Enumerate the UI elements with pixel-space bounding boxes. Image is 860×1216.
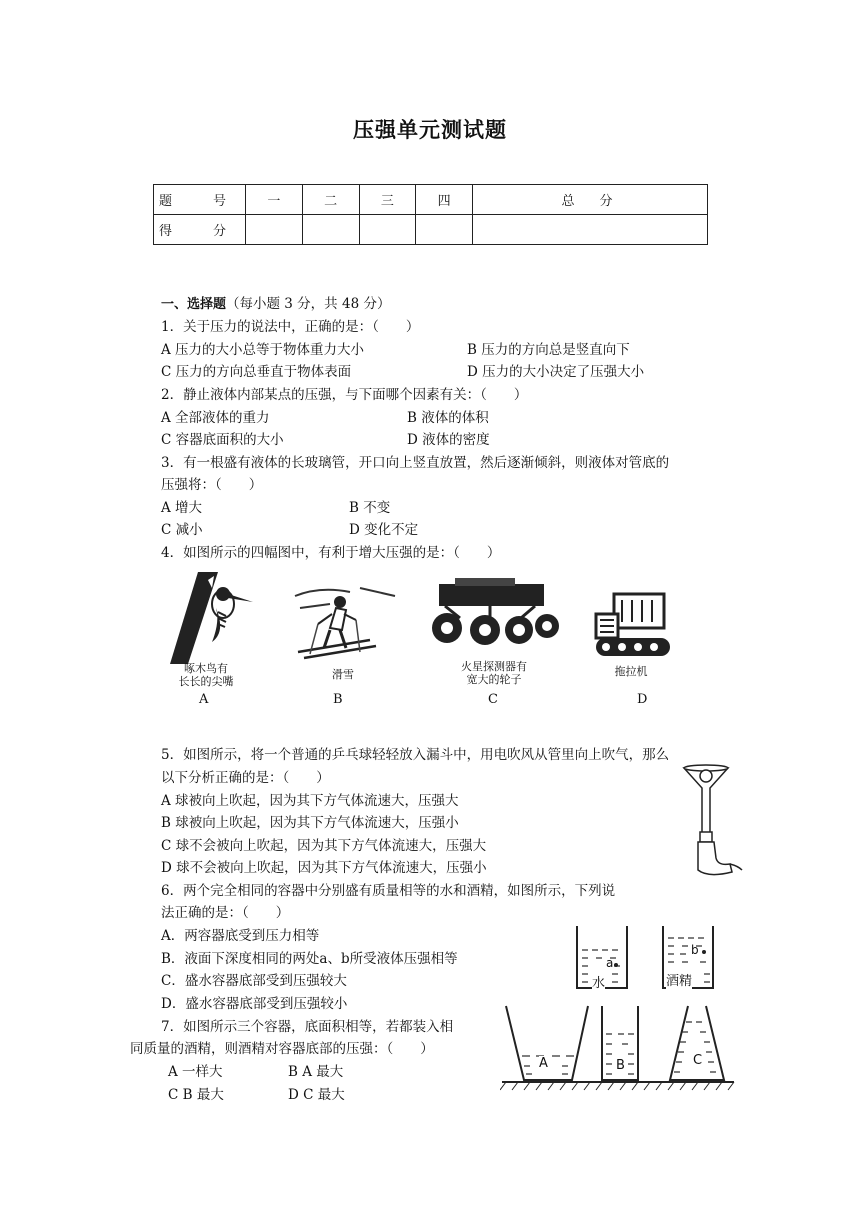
- option[interactable]: B A 最大: [288, 1064, 344, 1080]
- question-stem-cont: 以下分析正确的是：（ ）: [161, 770, 330, 786]
- option[interactable]: D 液体的密度: [407, 432, 490, 448]
- option[interactable]: C B 最大: [168, 1087, 224, 1103]
- option[interactable]: D 变化不定: [349, 522, 419, 538]
- question-stem-cont: 同质量的酒精，则酒精对容器底部的压强：（ ）: [130, 1041, 434, 1057]
- figure-label: B: [333, 692, 343, 707]
- question-stem: 2．静止液体内部某点的压强，与下面哪个因素有关：（ ）: [161, 387, 528, 403]
- point-label-a: a: [606, 956, 614, 970]
- mars-rover-figure: [425, 578, 560, 658]
- tractor-figure: [592, 592, 672, 664]
- table-row: [154, 215, 708, 245]
- option[interactable]: B 不变: [349, 500, 391, 516]
- container-label-a: A: [539, 1056, 548, 1071]
- container-label-c: C: [693, 1053, 703, 1068]
- point-label-b: b: [691, 943, 699, 957]
- option[interactable]: A 压力的大小总等于物体重力大小: [161, 342, 365, 358]
- section-title: 一、选择题: [161, 297, 227, 312]
- table-row: [154, 185, 708, 215]
- table-cell: 得 分: [154, 215, 246, 245]
- option[interactable]: C 压力的方向总垂直于物体表面: [161, 364, 352, 380]
- question-stem: 5．如图所示，将一个普通的乒乓球轻轻放入漏斗中，用电吹风从管里向上吹气，那么: [161, 747, 670, 763]
- caption-line: 宽大的轮子: [466, 673, 522, 686]
- option[interactable]: D．盛水容器底部受到压强较小: [161, 996, 348, 1012]
- woodpecker-figure: [168, 572, 258, 664]
- option[interactable]: C 球不会被向上吹起，因为其下方气体流速大，压强大: [161, 838, 487, 854]
- question-stem: 4．如图所示的四幅图中，有利于增大压强的是：（ ）: [161, 545, 501, 561]
- figure-label: C: [488, 692, 498, 707]
- figure-caption: 拖拉机: [614, 665, 648, 678]
- option[interactable]: B．液面下深度相同的两处a、b所受液体压强相等: [161, 951, 458, 967]
- option[interactable]: B 压力的方向总是竖直向下: [467, 342, 630, 358]
- option[interactable]: C 减小: [161, 522, 203, 538]
- score-table: [153, 184, 708, 245]
- question-stem-cont: 压强将：（ ）: [161, 477, 263, 493]
- option[interactable]: A 增大: [161, 500, 203, 516]
- option[interactable]: A．两容器底受到压力相等: [161, 928, 320, 944]
- question-stem-cont: 法正确的是：（ ）: [161, 905, 290, 921]
- score-input-cell[interactable]: [302, 215, 359, 245]
- liquid-label-water: 水: [592, 972, 605, 991]
- option[interactable]: A 一样大: [168, 1064, 223, 1080]
- table-cell: 四: [416, 185, 473, 215]
- option[interactable]: A 球被向上吹起，因为其下方气体流速大，压强大: [161, 793, 459, 809]
- three-containers-figure: [500, 1004, 736, 1096]
- container-label-b: B: [616, 1058, 625, 1073]
- table-cell: 二: [302, 185, 359, 215]
- option[interactable]: B 球被向上吹起，因为其下方气体流速大，压强小: [161, 815, 459, 831]
- funnel-dryer-figure: [678, 762, 748, 880]
- figure-caption: [168, 662, 244, 688]
- liquid-label-alcohol: 酒精: [666, 970, 692, 989]
- skier-figure: [290, 582, 400, 664]
- section-note: （每小题 3 分，共 48 分）: [226, 296, 391, 312]
- score-input-cell[interactable]: [359, 215, 416, 245]
- option[interactable]: C．盛水容器底部受到压强较大: [161, 973, 347, 989]
- option[interactable]: A 全部液体的重力: [161, 410, 270, 426]
- option[interactable]: D 压力的大小决定了压强大小: [467, 364, 645, 380]
- caption-line: 啄木鸟有: [184, 662, 228, 675]
- page-title: 压强单元测试题: [353, 118, 507, 142]
- table-cell: 一: [246, 185, 303, 215]
- section-heading: [161, 292, 390, 312]
- figure-caption: 滑雪: [332, 668, 354, 681]
- table-cell: 三: [359, 185, 416, 215]
- score-input-cell[interactable]: [246, 215, 303, 245]
- figure-label: A: [199, 692, 209, 707]
- option[interactable]: D C 最大: [288, 1087, 345, 1103]
- table-cell: 总 分: [473, 185, 708, 215]
- question-stem: 6．两个完全相同的容器中分别盛有质量相等的水和酒精，如图所示，下列说: [161, 883, 616, 899]
- option[interactable]: D 球不会被向上吹起，因为其下方气体流速大，压强小: [161, 860, 487, 876]
- caption-line: 长长的尖嘴: [178, 675, 234, 688]
- option[interactable]: C 容器底面积的大小: [161, 432, 284, 448]
- figure-caption: [452, 660, 536, 686]
- option[interactable]: B 液体的体积: [407, 410, 489, 426]
- figure-label: D: [637, 692, 648, 707]
- question-stem: 7．如图所示三个容器，底面积相等，若都装入相: [161, 1019, 454, 1035]
- question-stem: 3．有一根盛有液体的长玻璃管，开口向上竖直放置，然后逐渐倾斜，则液体对管底的: [161, 455, 670, 471]
- score-input-cell[interactable]: [416, 215, 473, 245]
- score-input-cell[interactable]: [473, 215, 708, 245]
- caption-line: 火星探测器有: [461, 660, 527, 673]
- question-stem: 1．关于压力的说法中，正确的是：（ ）: [161, 319, 420, 335]
- table-cell: 题 号: [154, 185, 246, 215]
